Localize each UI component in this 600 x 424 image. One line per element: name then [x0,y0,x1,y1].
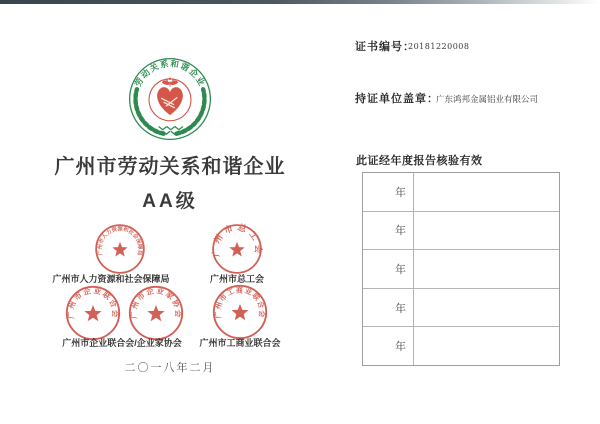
seal-arc-text: 广州市企业联合会 [66,285,120,320]
entry-cell [414,173,559,211]
seal-arc-text: 广州市总工会 [210,222,264,258]
harmony-enterprise-emblem-logo [128,57,212,141]
sprout-bud [166,79,168,81]
cert-number-value: 20181220008 [408,42,470,51]
seal-label-hrss: 广州市人力资源和社会保障局 [52,274,170,284]
year-cell: 年 [363,173,414,211]
year-cell: 年 [363,250,414,288]
table-row [363,250,559,289]
table-row [363,289,559,328]
issue-date: 二〇一八年二月 [124,362,216,374]
seal-enterprise-federation [64,284,122,342]
seal-industry-commerce-federation [211,283,269,341]
cert-number-label: 证书编号： [355,41,415,53]
verification-table [362,172,560,366]
year-cell: 年 [363,212,414,250]
certificate-title: 广州市劳动关系和谐企业 [54,156,286,178]
seal-arc-text: 广州市人力资源和社会保障局 [97,226,143,256]
annual-verification-title: 此证经年度报告核验有效 [356,155,483,167]
seal-hrss-bureau [93,222,147,276]
seal-arc-text: 广州市工商业联合会 [214,286,266,319]
year-cell: 年 [363,289,414,327]
seal-label-enterprise-federation: 广州市企业联合会/企业家协会 [62,338,182,348]
seal-arc-text: 广州市企业家协会 [129,285,183,320]
table-row [363,327,559,365]
seal-label-union: 广州市总工会 [209,274,264,284]
entry-cell [414,289,559,327]
sprout-bud [169,78,171,80]
holder-company-name: 广东鸿邦金属铝业有限公司 [436,95,539,105]
table-row [363,173,559,212]
sprout-bud [172,79,174,81]
year-cell: 年 [363,327,414,365]
scanner-edge-artifact [0,0,600,4]
seal-label-industry-commerce: 广州市工商业联合会 [199,338,281,348]
entry-cell [414,327,559,365]
grade-label: AA级 [142,191,198,212]
seal-entrepreneurs-association [127,284,185,342]
emblem-arc-text: 劳动关系和谐企业 [132,58,208,89]
holder-seal-label: 持证单位盖章： [355,93,439,105]
entry-cell [414,212,559,250]
table-row [363,212,559,251]
entry-cell [414,250,559,288]
seal-trade-union [210,222,264,276]
